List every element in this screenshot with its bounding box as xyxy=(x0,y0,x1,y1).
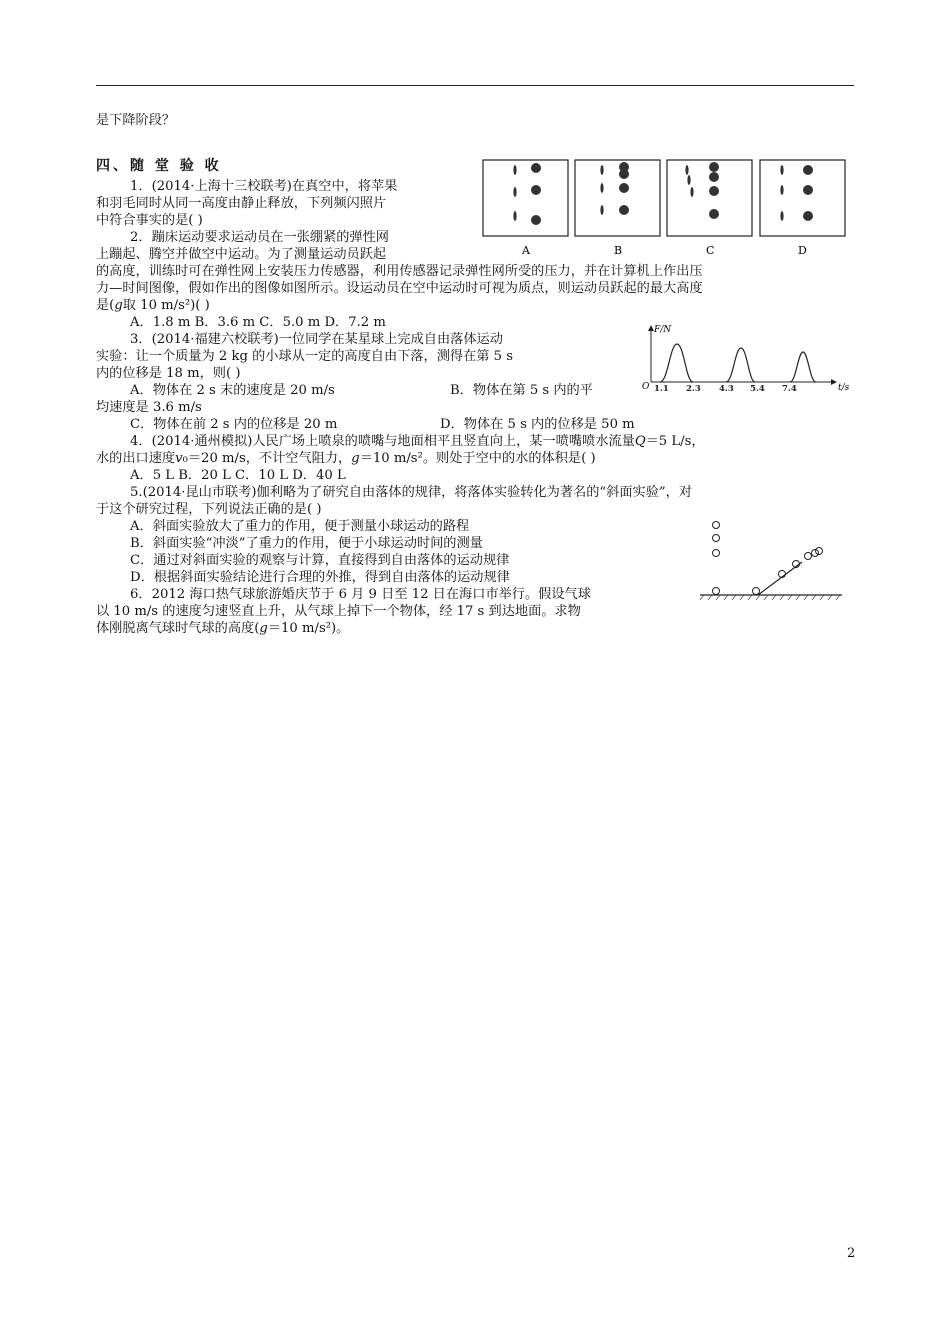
strobe-photo-figure xyxy=(482,158,854,260)
tick-4: 5.4 xyxy=(750,384,765,394)
tick-1: 1.1 xyxy=(654,384,669,394)
q4-line-1: 4．(2014·通州模拟)人民广场上喷泉的喷嘴与地面相平且竖直向上，某一喷嘴喷水流量Q＝5 L/s， xyxy=(130,434,705,449)
inclined-plane-figure xyxy=(698,516,848,600)
q4-options: A．5 L B．20 L C．10 L D．40 L xyxy=(130,468,346,483)
label-d: D xyxy=(798,244,807,257)
q3-option-d: D．物体在 5 s 内的位移是 50 m xyxy=(440,417,635,432)
rolling-ball-4 xyxy=(805,553,812,560)
falling-ball-3 xyxy=(713,550,720,557)
q2-line-3: 的高度，训练时可在弹性网上安装压力传感器，利用传感器记录弹性网所受的压力，并在计算机上作出压 xyxy=(96,264,703,279)
x-axis-label: t/s xyxy=(838,383,850,393)
q5-line-2: 于这个研究过程，下列说法正确的是( ) xyxy=(96,502,322,517)
q3-option-a: A．物体在 2 s 末的速度是 20 m/s xyxy=(130,383,335,398)
force-time-graph xyxy=(640,322,852,394)
q6-line-3: 体刚脱离气球时气球的高度(g＝10 m/s²)。 xyxy=(96,621,350,636)
falling-ball-4 xyxy=(713,588,720,595)
q2-line-5: 是(g取 10 m/s²)( ) xyxy=(96,298,210,313)
q4-line-2: 水的出口速度v₀＝20 m/s，不计空气阻力，g＝10 m/s²。则处于空中的水的体积是( ) xyxy=(96,451,596,466)
q3-line-1: 3．(2014·福建六校联考)一位同学在某星球上完成自由落体运动 xyxy=(130,332,503,347)
label-c: C xyxy=(706,244,715,257)
force-pulse-2 xyxy=(726,348,755,382)
falling-ball-2 xyxy=(713,535,720,542)
q3-option-b: B．物体在第 5 s 内的平 xyxy=(450,383,593,398)
q3-line-2: 实验：让一个质量为 2 kg 的小球从一定的高度自由下落，测得在第 5 s xyxy=(96,349,514,364)
y-axis-label: F/N xyxy=(654,325,672,335)
q6-line-2: 以 10 m/s 的速度匀速竖直上升，从气球上掉下一个物体，经 17 s 到达地面。求物 xyxy=(96,604,581,619)
force-pulse-1 xyxy=(660,344,693,382)
photo-d xyxy=(760,160,845,236)
origin-label: O xyxy=(642,382,650,392)
photo-a xyxy=(483,160,568,236)
q5-option-b: B．斜面实验“冲淡”了重力的作用，便于小球运动时间的测量 xyxy=(130,536,483,551)
q2-line-2: 上蹦起、腾空并做空中运动。为了测量运动员跃起 xyxy=(96,247,387,262)
label-b: B xyxy=(614,244,623,257)
tick-3: 4.3 xyxy=(719,384,734,394)
label-a: A xyxy=(522,244,530,257)
falling-ball-1 xyxy=(713,522,720,529)
q1-line-3: 中符合事实的是( ) xyxy=(96,213,203,228)
rolling-ball-1 xyxy=(753,588,760,595)
photo-b xyxy=(575,160,660,236)
page-number: 2 xyxy=(847,1246,856,1261)
q1-line-1: 1．(2014·上海十三校联考)在真空中，将苹果 xyxy=(130,179,398,194)
q3-option-c: C．物体在前 2 s 内的位移是 20 m xyxy=(130,417,338,432)
tick-2: 2.3 xyxy=(686,384,701,394)
photo-c xyxy=(667,160,752,236)
q2-options: A．1.8 m B．3.6 m C．5.0 m D．7.2 m xyxy=(130,315,386,330)
q5-option-c: C．通过对斜面实验的观察与计算，直接得到自由落体的运动规律 xyxy=(130,553,510,568)
q3-line-3: 内的位移是 18 m，则( ) xyxy=(96,366,241,381)
header-rule xyxy=(96,85,854,86)
q5-line-1: 5.(2014·昆山市联考)伽利略为了研究自由落体的规律，将落体实验转化为著名的“斜面实验”，对 xyxy=(130,485,693,500)
q1-line-2: 和羽毛同时从同一高度由静止释放，下列频闪照片 xyxy=(96,196,387,211)
q2-line-4: 力—时间图像，假如作出的图像如图所示。设运动员在空中运动时可视为质点，则运动员跃起的最大高度 xyxy=(96,281,703,296)
q5-option-a: A．斜面实验放大了重力的作用，便于测量小球运动的路程 xyxy=(130,519,470,534)
q3-option-b-cont: 均速度是 3.6 m/s xyxy=(96,400,202,415)
q5-option-d: D．根据斜面实验结论进行合理的外推，得到自由落体的运动规律 xyxy=(130,570,510,585)
section-title: 四、随 堂 验 收 xyxy=(96,158,222,174)
rolling-ball-6 xyxy=(816,548,823,555)
q6-line-1: 6．2012 海口热气球旅游婚庆节于 6 月 9 日至 12 日在海口市举行。假设气球 xyxy=(130,587,591,602)
rolling-ball-5 xyxy=(812,550,819,557)
tick-5: 7.4 xyxy=(782,384,797,394)
force-pulse-3 xyxy=(790,352,816,382)
q2-line-1: 2．蹦床运动要求运动员在一张绷紧的弹性网 xyxy=(130,230,389,245)
continuation-line: 是下降阶段？ xyxy=(96,113,176,128)
